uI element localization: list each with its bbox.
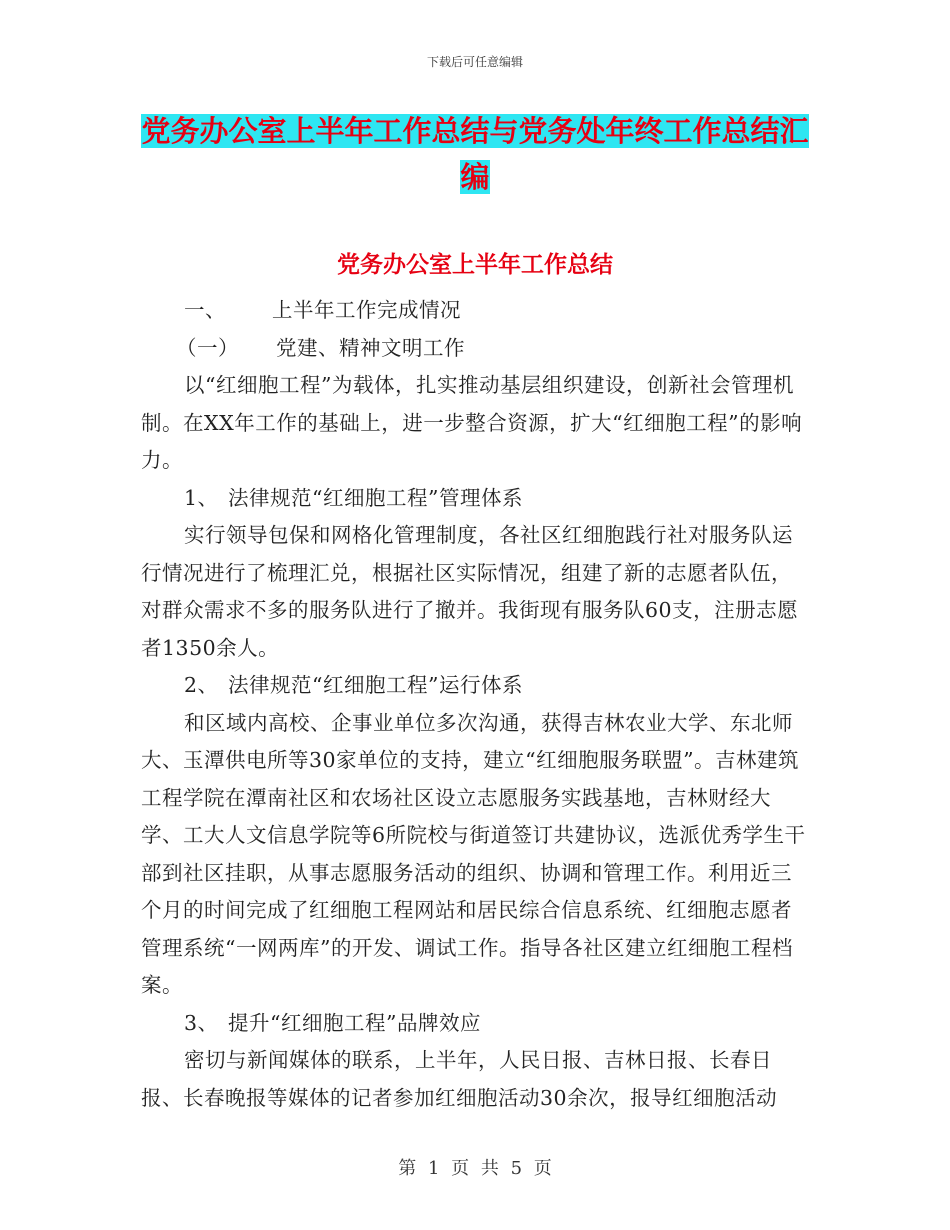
item-text: 法律规范“红细胞工程”运行体系 (228, 673, 523, 697)
heading-number: 一、 (184, 298, 226, 322)
paragraph: 以“红细胞工程”为载体，扎实推动基层组织建设，创新社会管理机制。在XX年工作的基础上，进一步整合资源，扩大“红细胞工程”的影响力。 (141, 373, 803, 472)
document-body (141, 292, 806, 1117)
item-number: 3、 (184, 1010, 219, 1035)
page-footer: 第 1 页 共 5 页 (398, 1158, 552, 1179)
heading-level1 (141, 292, 806, 330)
heading-text: 上半年工作完成情况 (272, 298, 461, 322)
paragraph: 密切与新闻媒体的联系，上半年，人民日报、吉林日报、长春日报、长春晚报等媒体的记者参加红细胞活动30余次，报导红细胞活动 (141, 1048, 778, 1110)
item-text: 提升“红细胞工程”品牌效应 (228, 1010, 481, 1035)
heading-level2 (141, 330, 806, 368)
page-header: 下载后可任意编辑 (426, 55, 523, 69)
paragraph: 和区域内高校、企事业单位多次沟通，获得吉林农业大学、东北师大、玉潭供电所等30家单位的支持，建立“红细胞服务联盟”。吉林建筑工程学院在潭南社区和农场社区设立志愿服务实践基地，吉林财经大学、工大人文信息学院等6所院校与街道签订共建协议，选派优秀学生干部到社区挂职，从事志愿服务活动的组织、协调和管理工作。利用近三个月的时间完成了红细胞工程网站和居民综合信息系统、红细胞志愿者管理系统“一网两库”的开发、调试工作。指导各社区建立红细胞工程档案。 (141, 710, 806, 997)
heading-number: （一） (176, 335, 239, 360)
item-number: 2、 (184, 673, 219, 697)
document-title (140, 108, 810, 200)
heading-item (141, 667, 806, 705)
heading-item (141, 1005, 806, 1043)
item-text: 法律规范“红细胞工程”管理体系 (228, 485, 523, 510)
heading-item (141, 480, 806, 518)
document-title-text: 党务办公室上半年工作总结与党务处年终工作总结汇编 (141, 114, 809, 194)
heading-text: 党建、精神文明工作 (276, 335, 465, 360)
item-number: 1、 (184, 485, 219, 510)
section-title: 党务办公室上半年工作总结 (337, 252, 613, 278)
paragraph: 实行领导包保和网格化管理制度，各社区红细胞践行社对服务队运行情况进行了梳理汇兑，根据社区实际情况，组建了新的志愿者队伍，对群众需求不多的服务队进行了撤并。我街现有服务队60支，注册志愿者1350余人。 (141, 523, 799, 660)
